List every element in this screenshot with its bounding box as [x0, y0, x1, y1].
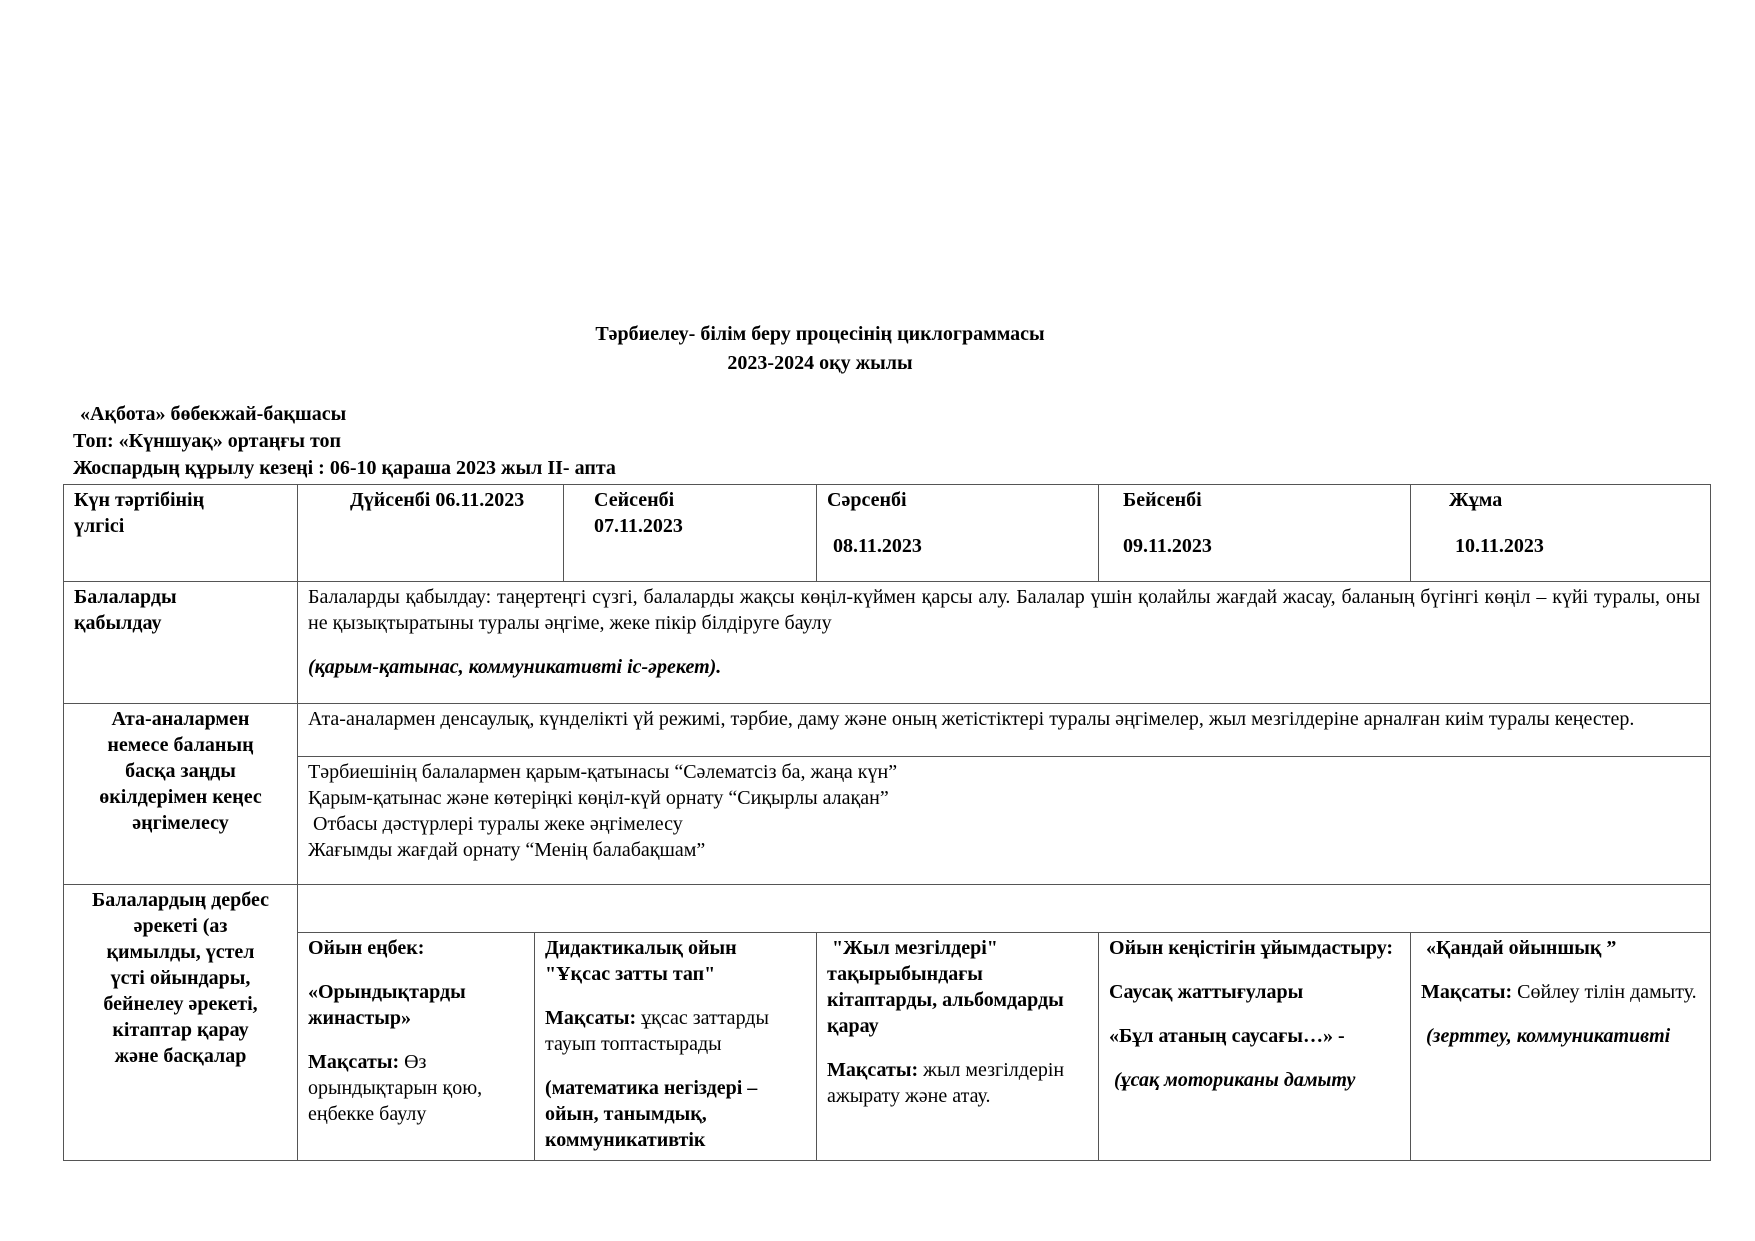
- activity-label-line1: Балалардың дербес: [92, 889, 269, 911]
- activity-tuesday-title1: Дидактикалық ойын: [545, 937, 737, 959]
- communication-row: [64, 757, 1711, 885]
- activity-monday-title2: «Орындықтарды жинастыр»: [308, 981, 466, 1029]
- reception-label-cell: [64, 582, 298, 704]
- reception-note: (қарым-қатынас, коммуникативті іс-әрекет).: [308, 656, 722, 678]
- activity-monday-goal-text: Өз орындықтарын қою, еңбекке баулу: [308, 1051, 483, 1125]
- activity-tuesday-goal-text: ұқсас заттарды тауып топтастырады: [545, 1007, 769, 1055]
- activity-wednesday-goal: [827, 1057, 1088, 1109]
- group-name: Топ: «Күншуақ» ортаңғы топ: [73, 430, 342, 452]
- parents-label-line5: әңгімелесу: [132, 812, 229, 834]
- activity-thursday: [1099, 933, 1411, 1161]
- activity-label-cell: [64, 885, 298, 1161]
- parents-label-line2: немесе баланың: [107, 734, 254, 756]
- activity-friday-goal: [1421, 979, 1700, 1005]
- activity-empty-cell: [298, 885, 1711, 933]
- activity-label-line6: кітаптар қарау: [112, 1019, 249, 1041]
- activity-monday: [298, 933, 535, 1161]
- activity-monday-title1: Ойын еңбек:: [308, 937, 425, 959]
- activity-friday: [1411, 933, 1711, 1161]
- activity-tuesday-title2: "Ұқсас затты тап": [545, 963, 716, 985]
- communication-line-2: Қарым-қатынас және көтеріңкі көңіл-күй орнату “Сиқырлы алақан”: [308, 787, 889, 809]
- activity-label-line7: және басқалар: [114, 1045, 247, 1067]
- page-title-line1: Тәрбиелеу- білім беру процесінің циклограммасы: [595, 323, 1045, 345]
- parents-label-line4: өкілдерімен кеңес: [99, 786, 262, 808]
- parents-label-cell: [64, 704, 298, 885]
- header-monday: [298, 485, 564, 582]
- header-friday: [1411, 485, 1711, 582]
- activity-friday-note: (зерттеу, коммуникативті: [1421, 1025, 1671, 1047]
- activity-row: [64, 933, 1711, 1161]
- header-thursday: [1099, 485, 1411, 582]
- header-thursday-day: Бейсенбі: [1123, 489, 1202, 511]
- activity-tuesday: [535, 933, 817, 1161]
- activity-label-line4: үсті ойындары,: [110, 967, 251, 989]
- header-tuesday-day: Сейсенбі: [594, 489, 675, 511]
- activity-thursday-title3: «Бұл атаның саусағы…» -: [1109, 1025, 1345, 1047]
- activity-thursday-title2: Саусақ жаттығулары: [1109, 981, 1304, 1003]
- activity-wednesday-goal-text: жыл мезгілдерін ажырату және атау.: [827, 1059, 1065, 1107]
- activity-friday-title: «Қандай ойыншық ”: [1421, 937, 1617, 959]
- reception-label-line1: Балаларды: [74, 586, 177, 608]
- activity-tuesday-goal-label: Мақсаты:: [545, 1007, 637, 1029]
- header-schedule-line2: үлгісі: [74, 515, 125, 537]
- activity-friday-goal-text: Сөйлеу тілін дамыту.: [1512, 981, 1697, 1003]
- cyclogram-table: [63, 484, 1711, 1161]
- header-wednesday-date: 08.11.2023: [833, 535, 922, 557]
- activity-wednesday-title: "Жыл мезгілдері" тақырыбындағы кітаптарды, альбомдарды қарау: [827, 937, 1069, 1037]
- activity-tuesday-goal: [545, 1005, 806, 1057]
- activity-thursday-title1: Ойын кеңістігін ұйымдастыру:: [1109, 937, 1394, 959]
- header-friday-date: 10.11.2023: [1455, 535, 1544, 557]
- header-schedule-line1: Күн тәртібінің: [74, 489, 205, 511]
- activity-thursday-note: (ұсақ моториканы дамыту: [1109, 1069, 1356, 1091]
- activity-monday-goal-label: Мақсаты:: [308, 1051, 400, 1073]
- header-wednesday: [817, 485, 1099, 582]
- plan-period: Жоспардың құрылу кезеңі : 06-10 қараша 2023 жыл ІІ- апта: [73, 457, 616, 479]
- parents-consult-text: Ата-аналармен денсаулық, күнделікті үй режимі, тәрбие, даму және оның жетістіктері туралы әңгімелер, жыл мезгілдеріне арналған киім туралы кеңестер.: [308, 708, 1635, 730]
- communication-line-1: Тәрбиешінің балалармен қарым-қатынасы “Сәлематсіз ба, жаңа күн”: [308, 761, 898, 783]
- header-thursday-date: 09.11.2023: [1123, 535, 1212, 557]
- parents-row: [64, 704, 1711, 757]
- communication-cell: [298, 757, 1711, 885]
- parents-label-line3: басқа заңды: [125, 760, 236, 782]
- reception-label-line2: қабылдау: [74, 612, 162, 634]
- header-wednesday-day: Сәрсенбі: [827, 489, 907, 511]
- kindergarten-name: «Ақбота» бөбекжай-бақшасы: [80, 403, 347, 425]
- header-tuesday: [564, 485, 817, 582]
- header-monday-label: Дүйсенбі 06.11.2023: [350, 489, 525, 511]
- communication-line-4: Жағымды жағдай орнату “Менің балабақшам”: [308, 839, 706, 861]
- activity-friday-goal-label: Мақсаты:: [1421, 981, 1513, 1003]
- activity-wednesday-goal-label: Мақсаты:: [827, 1059, 919, 1081]
- activity-wednesday: [817, 933, 1099, 1161]
- page-title-line2: 2023-2024 оқу жылы: [727, 352, 913, 374]
- communication-line-3: Отбасы дәстүрлері туралы жеке әңгімелесу: [308, 813, 683, 835]
- activity-label-line3: қимылды, үстел: [106, 941, 255, 963]
- activity-label-line2: әрекеті (аз: [133, 915, 228, 937]
- activity-empty-row: [64, 885, 1711, 933]
- activity-label-line5: бейнелеу әрекеті,: [103, 993, 258, 1015]
- header-schedule-cell: [64, 485, 298, 582]
- activity-monday-goal: [308, 1049, 524, 1127]
- header-tuesday-date: 07.11.2023: [594, 515, 683, 537]
- reception-content: [298, 582, 1711, 704]
- reception-text: Балаларды қабылдау: таңертеңгі сүзгі, балаларды жақсы көңіл-күймен қарсы алу. Балалар үшін қолайлы жағдай жасау, баланың бүгінгі көңіл – күйі туралы, оны не қызықтыратыны туралы әңгіме, жеке пікір білдіруге баулу: [308, 586, 1701, 634]
- parents-consult-cell: [298, 704, 1711, 757]
- activity-tuesday-note: (математика негіздері – ойын, танымдық, коммуникативтік: [545, 1077, 758, 1151]
- reception-row: [64, 582, 1711, 704]
- header-friday-day: Жұма: [1449, 489, 1503, 511]
- header-row: [64, 485, 1711, 582]
- parents-label-line1: Ата-аналармен: [111, 708, 250, 730]
